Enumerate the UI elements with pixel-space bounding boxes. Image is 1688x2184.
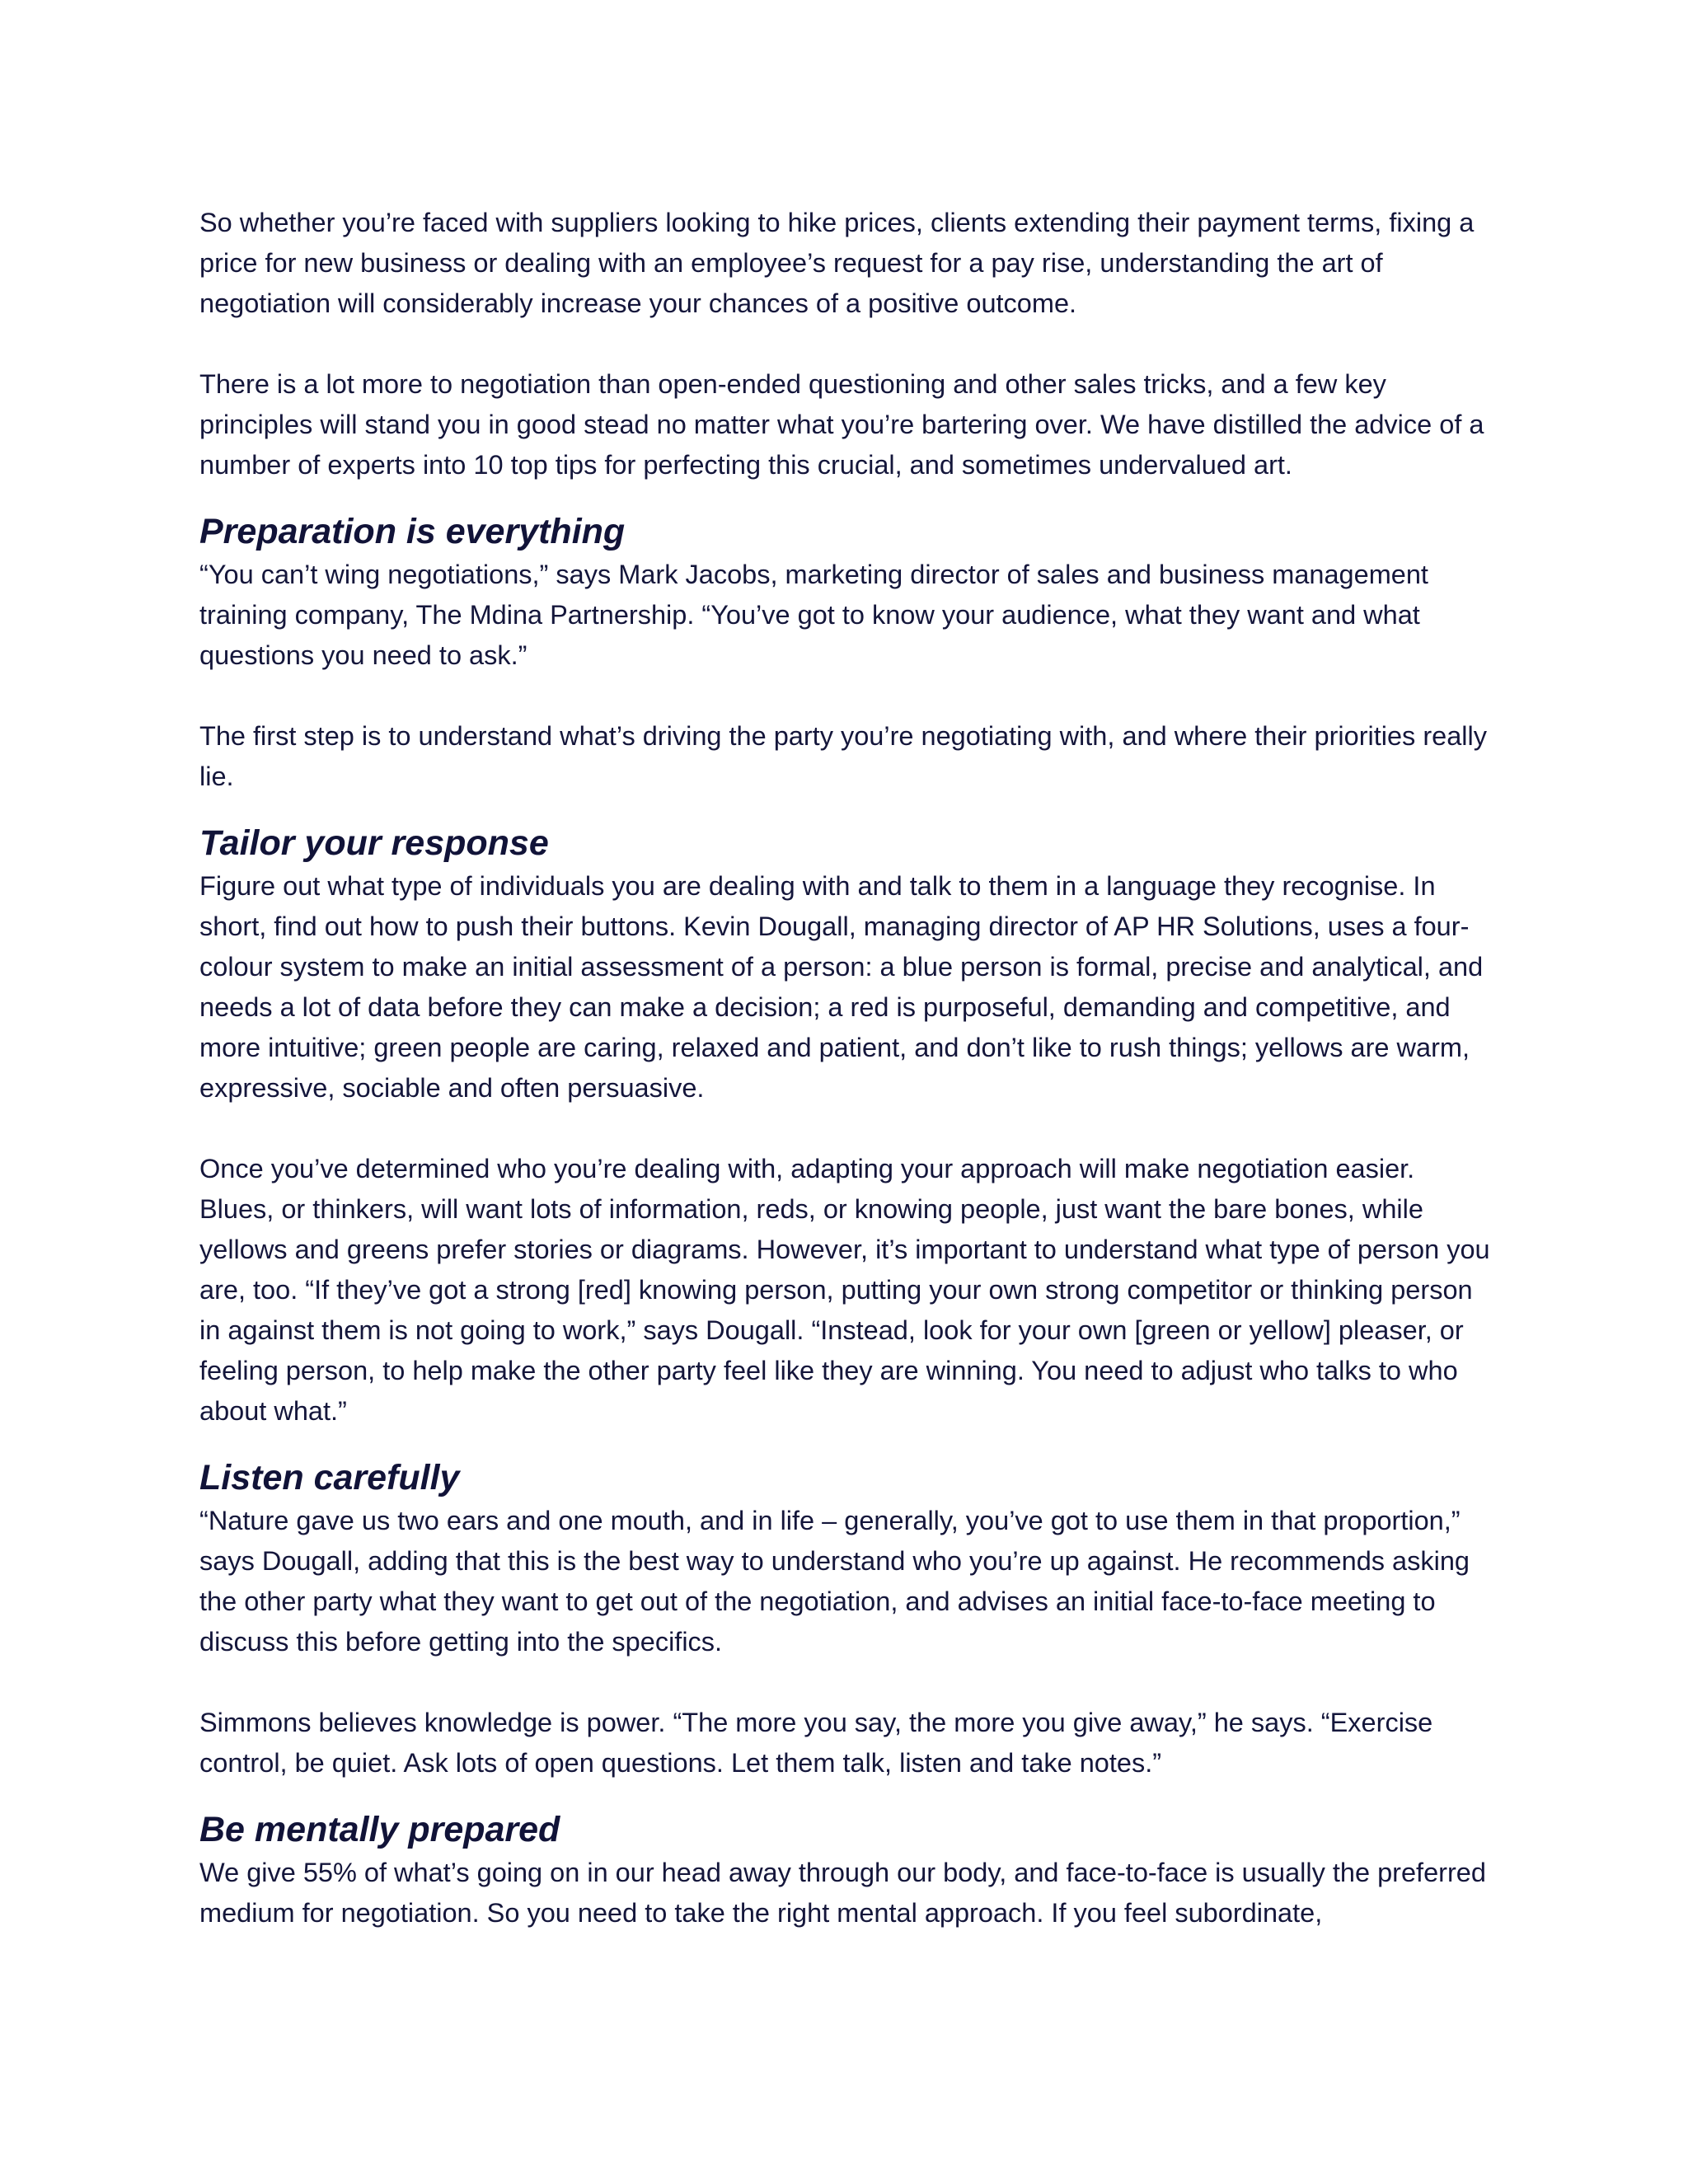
body-paragraph: “Nature gave us two ears and one mouth, and in life – generally, you’ve got to use them in that proportion,” says Dougall, adding that this is the best way to understand who you’re up against. He recommends asking the other party what they want to get out of the negotiation, and advises an initial face-to-face meeting to discuss this before getting into the specifics. <box>199 1506 1470 1657</box>
body-paragraph: We give 55% of what’s going on in our head away through our body, and face-to-face is usually the preferred medium for negotiation. So you need to take the right mental approach. If you feel subordinate, <box>199 1858 1486 1928</box>
intro-paragraph: There is a lot more to negotiation than open-ended questioning and other sales tricks, and a few key principles will stand you in good stead no matter what you’re bartering over. We have distilled the advice of a number of experts into 10 top tips for perfecting this crucial, and sometimes undervalued art. <box>199 369 1484 480</box>
section-heading: Listen carefully <box>199 1458 460 1497</box>
body-paragraph: The first step is to understand what’s driving the party you’re negotiating with, and where their priorities really lie. <box>199 721 1487 791</box>
document-body <box>199 203 1493 1974</box>
body-paragraph: “You can’t wing negotiations,” says Mark Jacobs, marketing director of sales and business management training company, The Mdina Partnership. “You’ve got to know your audience, what they want and what questions you need to ask.” <box>199 560 1428 670</box>
body-paragraph: Simmons believes knowledge is power. “The more you say, the more you give away,” he says. “Exercise control, be quiet. Ask lots of open questions. Let them talk, listen and take notes.” <box>199 1708 1433 1778</box>
body-paragraph: Figure out what type of individuals you are dealing with and talk to them in a language they recognise. In short, find out how to push their buttons. Kevin Dougall, managing director of AP HR Solutions, uses a four-colour system to make an initial assessment of a person: a blue person is formal, precise and analytical, and needs a lot of data before they can make a decision; a red is purposeful, demanding and competitive, and more intuitive; green people are caring, relaxed and patient, and don’t like to rush things; yellows are warm, expressive, sociable and often persuasive. <box>199 871 1484 1103</box>
intro-paragraph: So whether you’re faced with suppliers looking to hike prices, clients extending their payment terms, fixing a price for new business or dealing with an employee’s request for a pay rise, understanding the art of negotiation will considerably increase your chances of a positive outcome. <box>199 208 1475 318</box>
section-heading: Preparation is everything <box>199 512 626 551</box>
body-paragraph: Once you’ve determined who you’re dealing with, adapting your approach will make negotiation easier. Blues, or thinkers, will want lots of information, reds, or knowing people, just want the bare bones, while yellows and greens prefer stories or diagrams. However, it’s important to understand what type of person you are, too. “If they’ve got a strong [red] knowing person, putting your own strong competitor or thinking person in against them is not going to work,” says Dougall. “Instead, look for your own [green or yellow] pleaser, or feeling person, to help make the other party feel like they are winning. You need to adjust who talks to who about what.” <box>199 1154 1490 1426</box>
section-heading: Tailor your response <box>199 823 549 863</box>
section-heading: Be mentally prepared <box>199 1810 560 1849</box>
